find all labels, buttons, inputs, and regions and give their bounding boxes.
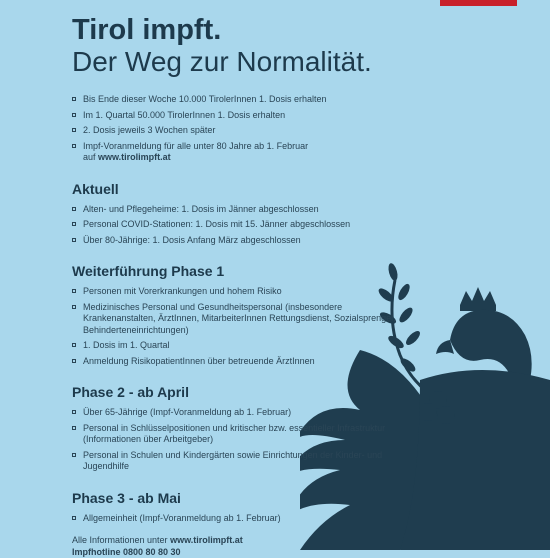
bullet-icon	[72, 410, 76, 414]
list-item: Impf-Voranmeldung für alle unter 80 Jahre ab 1. Februar auf www.tirolimpft.at	[72, 141, 402, 164]
list-item: Über 65-Jährige (Impf-Voranmeldung ab 1. Februar)	[72, 407, 402, 419]
footer	[72, 534, 402, 558]
bullet-icon	[72, 516, 76, 520]
bullet-icon	[72, 97, 76, 101]
aktuell-list	[72, 204, 402, 247]
list-item: Alten- und Pflegeheime: 1. Dosis im Jänner abgeschlossen	[72, 204, 402, 216]
phase1-list	[72, 286, 402, 367]
list-item: Personen mit Vorerkrankungen und hohem Risiko	[72, 286, 402, 298]
footer-info: Alle Informationen unter www.tirolimpft.at	[72, 535, 243, 545]
page-title: Tirol impft.	[72, 14, 222, 46]
website-link[interactable]: www.tirolimpft.at	[98, 152, 171, 162]
intro-list	[72, 94, 402, 164]
list-item: 1. Dosis im 1. Quartal	[72, 340, 402, 352]
list-item: Personal COVID-Stationen: 1. Dosis mit 15. Jänner abgeschlossen	[72, 219, 402, 231]
header-accent-bar	[440, 0, 517, 6]
bullet-icon	[72, 144, 76, 148]
section-heading-aktuell: Aktuell	[72, 180, 119, 197]
hotline: Impfhotline 0800 80 80 30	[72, 547, 181, 557]
bullet-icon	[72, 305, 76, 309]
list-item: Personal in Schlüsselpositionen und kritischer bzw. essentieller Infrastruktur (Informationen über Arbeitgeber)	[72, 423, 402, 446]
section-heading-phase2: Phase 2 - ab April	[72, 384, 189, 400]
section-heading-phase3: Phase 3 - ab Mai	[72, 489, 181, 506]
list-item: Medizinisches Personal und Gesundheitspersonal (insbesondere Krankenanstalten, ÄrztInnen, MitarbeiterInnen Rettungsdienst, Sozialsprengel, Behinderteneinrichtungen)	[72, 302, 402, 337]
bullet-icon	[72, 238, 76, 242]
bullet-icon	[72, 222, 76, 226]
section-heading-phase1: Weiterführung Phase 1	[72, 263, 225, 279]
phase2-list	[72, 407, 402, 473]
list-item: Personal in Schulen und Kindergärten sowie Einrichtungen der Kinder- und Jugendhilfe	[72, 450, 402, 473]
bullet-icon	[72, 289, 76, 293]
footer-website-link[interactable]: www.tirolimpft.at	[170, 535, 243, 545]
bullet-icon	[72, 426, 76, 430]
list-item: Über 80-Jährige: 1. Dosis Anfang März abgeschlossen	[72, 235, 402, 247]
bullet-icon	[72, 128, 76, 132]
list-item: 2. Dosis jeweils 3 Wochen später	[72, 125, 402, 137]
bullet-icon	[72, 453, 76, 457]
bullet-icon	[72, 359, 76, 363]
phase3-list	[72, 513, 402, 525]
page-subtitle: Der Weg zur Normalität.	[72, 46, 372, 77]
bullet-icon	[72, 113, 76, 117]
bullet-icon	[72, 207, 76, 211]
list-item: Anmeldung RisikopatientInnen über betreuende ÄrztInnen	[72, 356, 402, 368]
bullet-icon	[72, 343, 76, 347]
main-content	[72, 14, 402, 558]
list-item: Bis Ende dieser Woche 10.000 TirolerInnen 1. Dosis erhalten	[72, 94, 402, 106]
list-item: Im 1. Quartal 50.000 TirolerInnen 1. Dosis erhalten	[72, 110, 402, 122]
list-item: Allgemeinheit (Impf-Voranmeldung ab 1. Februar)	[72, 513, 402, 525]
